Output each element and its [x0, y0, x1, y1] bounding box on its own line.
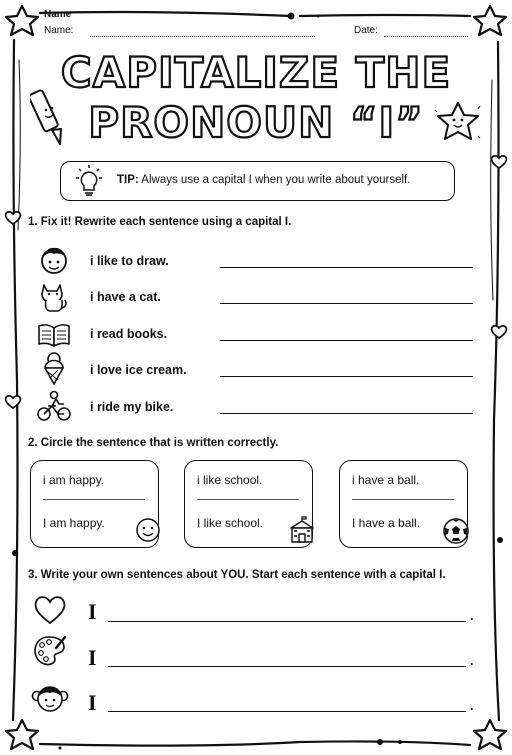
- choice-card-3-wrong[interactable]: i have a ball.: [352, 473, 420, 487]
- date-label: Date:: [354, 25, 378, 36]
- page-title-line-1: CAPITALIZE THE: [60, 48, 452, 97]
- name-script-label: Name: [44, 9, 72, 20]
- paint-palette-icon: [32, 634, 68, 670]
- name-label: Name:: [44, 25, 74, 36]
- write-prefix-1: I: [88, 599, 97, 624]
- open-book-icon: [37, 322, 71, 348]
- fix-sentence-3: i read books.: [90, 327, 168, 341]
- fix-sentence-4: i love ice cream.: [90, 363, 187, 377]
- section-1-heading: 1. Fix it! Rewrite each sentence using a capital I.: [28, 216, 292, 228]
- school-building-icon: [288, 516, 316, 544]
- tip-label: TIP:: [117, 174, 139, 186]
- rewrite-line-1[interactable]: [220, 267, 473, 268]
- boy-face-icon: [38, 245, 70, 275]
- write-end-period-2: .: [470, 654, 474, 668]
- date-write-line[interactable]: [384, 36, 468, 37]
- choice-card-2-divider: [197, 499, 299, 500]
- smiley-face-icon: [135, 517, 161, 543]
- soccer-ball-icon: [442, 517, 470, 545]
- rewrite-line-4[interactable]: [220, 376, 473, 377]
- choice-card-2-correct[interactable]: I like school.: [197, 516, 264, 530]
- cat-icon: [38, 280, 68, 312]
- write-prefix-3: I: [88, 690, 97, 715]
- choice-card-1-correct[interactable]: I am happy.: [43, 516, 105, 530]
- choice-card-3-correct[interactable]: I have a ball.: [352, 516, 421, 530]
- write-end-period-3: .: [470, 699, 474, 713]
- smiling-star-icon: [434, 100, 482, 144]
- rewrite-line-3[interactable]: [220, 340, 473, 341]
- bike-rider-icon: [36, 390, 72, 422]
- fix-sentence-2: i have a cat.: [90, 290, 161, 304]
- girl-face-icon: [31, 682, 69, 716]
- choice-card-1-wrong[interactable]: i am happy.: [43, 473, 105, 487]
- rewrite-line-2[interactable]: [220, 303, 473, 304]
- choice-card-3-divider: [352, 499, 454, 500]
- pencil-icon: [30, 86, 70, 148]
- write-line-1[interactable]: [108, 621, 466, 622]
- section-2-heading: 2. Circle the sentence that is written correctly.: [28, 437, 279, 449]
- section-3-heading: 3. Write your own sentences about YOU. Start each sentence with a capital I.: [28, 569, 446, 581]
- tip-body: Always use a capital I when you write about yourself.: [141, 174, 411, 186]
- write-line-2[interactable]: [108, 666, 466, 667]
- light-bulb-icon: [72, 164, 106, 198]
- write-line-3[interactable]: [108, 711, 466, 712]
- choice-card-2-wrong[interactable]: i like school.: [197, 473, 263, 487]
- name-write-line[interactable]: [90, 36, 315, 37]
- ice-cream-icon: [40, 350, 68, 386]
- choice-card-1-divider: [43, 499, 145, 500]
- fix-sentence-1: i like to draw.: [90, 254, 169, 268]
- rewrite-line-5[interactable]: [220, 413, 473, 414]
- fix-sentence-5: i ride my bike.: [90, 400, 174, 414]
- heart-icon: [33, 594, 67, 626]
- write-prefix-2: I: [88, 645, 97, 670]
- tip-text: [117, 174, 410, 186]
- page-title-line-2: PRONOUN “I”: [88, 98, 424, 147]
- write-end-period-1: .: [470, 609, 474, 623]
